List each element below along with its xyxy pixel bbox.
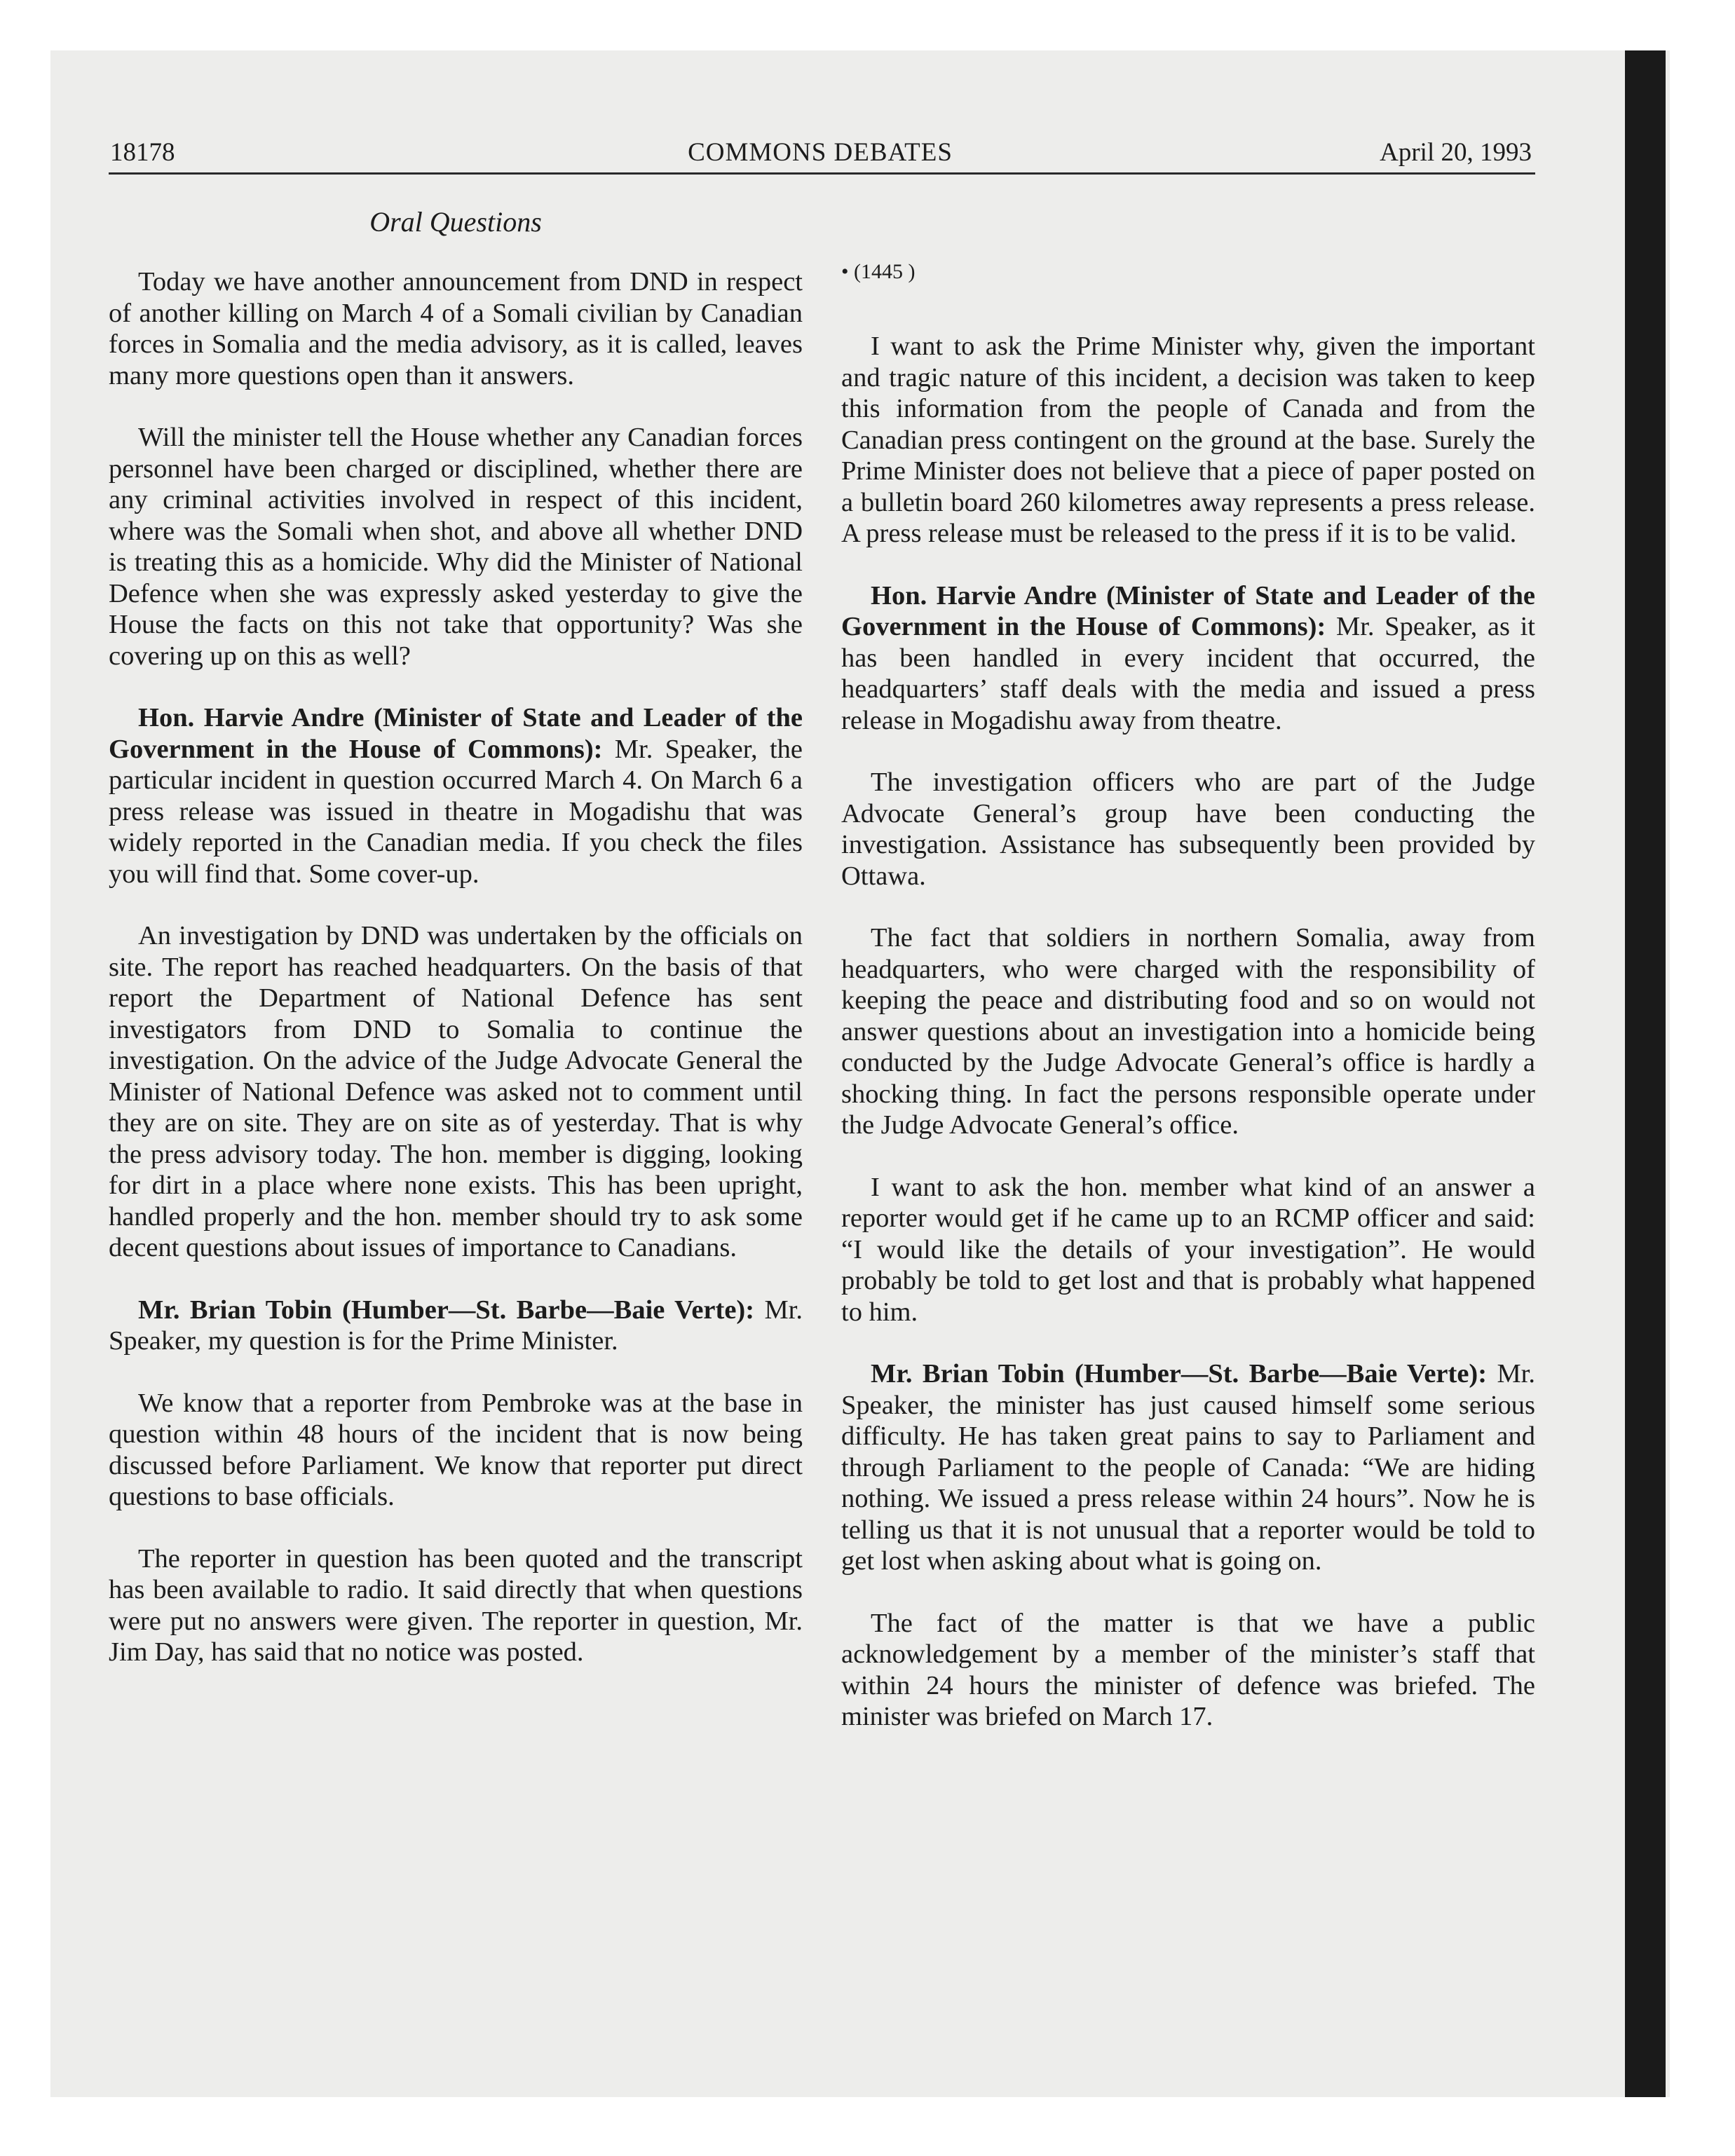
speaker-name: Hon. Harvie Andre (Minister of State and Leader of the Government in the House of Commons):: [841, 580, 1535, 641]
paragraph-text: I want to ask the hon. member what kind of an answer a reporter would get if he came up to an RCMP officer and said: “I would like the details of your investigation”. He would probably be told to get lost and that is probably what happened to him.: [841, 1172, 1535, 1327]
paragraph: [841, 922, 1535, 1141]
paragraph: [109, 1543, 803, 1668]
paragraph-text: Mr. Speaker, as it has been handled in every incident that occurred, the headquarters’ staff deals with the media and issued a press release in Mogadishu away from theatre.: [841, 612, 1535, 735]
speaker-name: Mr. Brian Tobin (Humber—St. Barbe—Baie Verte):: [871, 1359, 1488, 1389]
scan-edge-shadow: [1625, 50, 1666, 2097]
paragraph-text: An investigation by DND was undertaken by the officials on site. The report has reached headquarters. On the basis of that report the Department of National Defence has sent investigators from DND to Somalia to continue the investigation. On the advice of the Judge Advocate General the Minister of National Defence was asked not to comment until they are on site. They are on site as of yesterday. That is why the press advisory today. The hon. member is digging, looking for dirt in a place where none exists. This has been upright, handled properly and the hon. member should try to ask some decent questions about issues of importance to Canadians.: [109, 921, 803, 1262]
paragraph: [841, 1608, 1535, 1733]
paragraph: [109, 1295, 803, 1357]
paragraph-text: Mr. Speaker, the minister has just caused himself some serious difficulty. He has taken great pains to say to Parliament and through Parliament to the people of Canada: “We are hiding nothing. We issued a press release within 24 hours”. Now he is telling us that it is not unusual that a reporter would be told to get lost when asking about what is going on.: [841, 1359, 1535, 1576]
paragraph-text: I want to ask the Prime Minister why, given the important and tragic nature of this incident, a decision was taken to keep this information from the people of Canada and from the Canadian press contingent on the ground at the base. Surely the Prime Minister does not believe that a piece of paper posted on a bulletin board 260 kilometres away represents a press release. A press release must be released to the press if it is to be valid.: [841, 332, 1535, 548]
time-stamp: • (1445 ): [841, 260, 916, 283]
paragraph-text: Mr. Speaker, the particular incident in question occurred March 4. On March 6 a press release was issued in theatre in Mogadishu that was widely reported in the Canadian media. If you check the files you will find that. Some cover-up.: [109, 734, 803, 889]
paragraph: [841, 767, 1535, 892]
paragraph-text: We know that a reporter from Pembroke was at the base in question within 48 hours of the incident that is now being discussed before Parliament. We know that reporter put direct questions to base officials.: [109, 1388, 803, 1511]
paragraph: [841, 331, 1535, 550]
paragraph-text: The investigation officers who are part of the Judge Advocate General’s group have been conducting the investigation. Assistance has subsequently been provided by Ottawa.: [841, 767, 1535, 891]
paragraph-text: The fact that soldiers in northern Somalia, away from headquarters, who were charged with the responsibility of keeping the peace and distributing food and so on would not answer questions about an investigation into a homicide being conducted by the Judge Advocate General’s office is hardly a shocking thing. In fact the persons responsible operate under the Judge Advocate General’s office.: [841, 923, 1535, 1140]
paragraph: [841, 1172, 1535, 1328]
paragraph: [841, 1358, 1535, 1577]
paragraph: [109, 266, 803, 391]
paragraph: [109, 1388, 803, 1513]
paragraph: [841, 580, 1535, 737]
speaker-name: Mr. Brian Tobin (Humber—St. Barbe—Baie Verte):: [138, 1295, 755, 1325]
right-column: [841, 203, 1535, 1763]
speaker-name: Hon. Harvie Andre (Minister of State and Leader of the Government in the House of Commons):: [109, 703, 803, 764]
paragraph: [109, 422, 803, 671]
paragraph-text: Will the minister tell the House whether any Canadian forces personnel have been charged or disciplined, whether there are any criminal activities involved in respect of this incident, where was the Somali when shot, and above all whether DND is treating this as a homicide. Why did the Minister of National Defence when she was expressly asked yesterday to give the House the facts on this not take that opportunity? Was she covering up on this as well?: [109, 423, 803, 671]
running-title: COMMONS DEBATES: [688, 138, 953, 167]
paragraph-text: Mr. Speaker, my question is for the Prime Minister.: [109, 1295, 803, 1356]
header-rule: [109, 172, 1535, 175]
paragraph-text: The reporter in question has been quoted and the transcript has been available to radio. It said directly that when questions were put no answers were given. The reporter in question, Mr. Jim Day, has said that no notice was posted.: [109, 1543, 803, 1667]
paragraph: [109, 702, 803, 889]
page-number: 18178: [110, 138, 175, 167]
paragraph-text: The fact of the matter is that we have a public acknowledgement by a member of the minister’s staff that within 24 hours the minister of defence was briefed. The minister was briefed on March 17.: [841, 1608, 1535, 1731]
paragraph: [109, 920, 803, 1264]
section-label: Oral Questions: [369, 206, 542, 238]
paragraph-text: Today we have another announcement from DND in respect of another killing on March 4 of a Somali civilian by Canadian forces in Somalia and the media advisory, as it is called, leaves many more questions open than it answers.: [109, 267, 803, 390]
left-column: [109, 203, 803, 1699]
header-date: April 20, 1993: [1380, 138, 1532, 167]
